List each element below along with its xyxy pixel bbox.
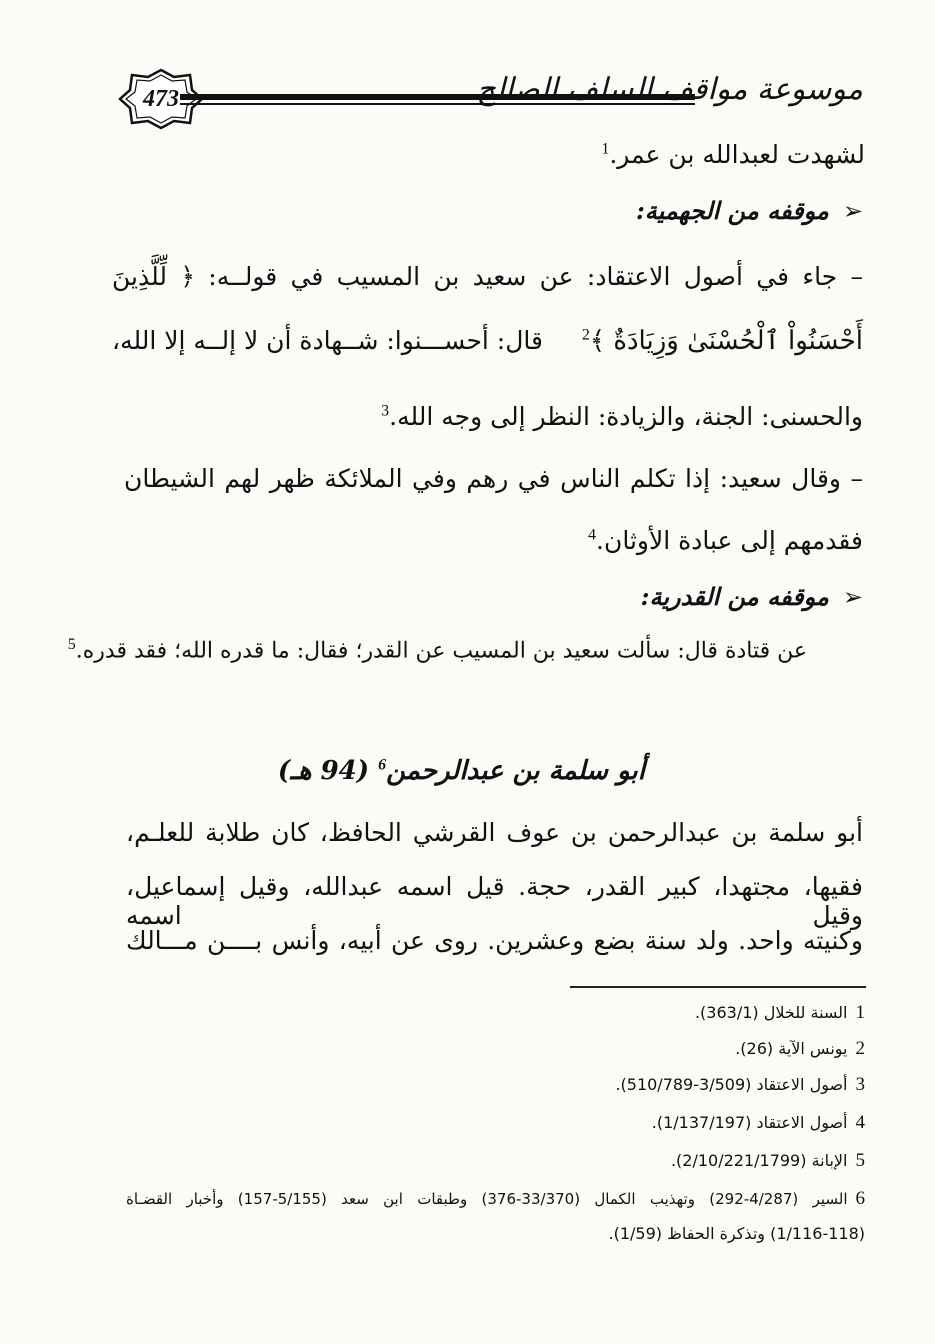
- text-line: [124, 464, 863, 493]
- heading-text: موقفه من الجهمية:: [635, 196, 829, 225]
- footnote-ref: 1: [601, 140, 610, 158]
- page-header: [118, 68, 863, 138]
- line-text: قال: أحســـنوا: شــهادة أن لا إلــه إلا الله،: [112, 326, 543, 355]
- line-text: فقدمهم إلى عبادة الأوثان.: [596, 526, 863, 555]
- footnote-text: يونس الآية (26).: [735, 1039, 848, 1058]
- footnote-number: 5: [855, 1150, 865, 1171]
- line-text: والحسنى: الجنة، والزيادة: النظر إلى وجه الله.: [389, 402, 863, 431]
- footnote-ref: 2: [581, 326, 590, 344]
- line-text: عن قتادة قال: سألت سعيد بن المسيب عن القدر؛ فقال: ما قدره الله؛ فقد قدره.: [75, 638, 807, 664]
- footnote-number: 1: [855, 1002, 865, 1023]
- footnote-separator: [570, 986, 866, 988]
- footnote-number: 2: [855, 1038, 865, 1059]
- footnote-text: السنة للخلال (363/1).: [694, 1003, 848, 1022]
- footnote: [126, 1188, 865, 1210]
- biography-title: [278, 756, 645, 786]
- footnote: [735, 1038, 865, 1060]
- arrow-icon: ➢: [842, 197, 863, 225]
- arrow-icon: ➢: [842, 583, 863, 611]
- heading-text: موقفه من القدرية:: [640, 582, 829, 611]
- line-text: وكنيته واحد. ولد سنة بضع وعشرين. روى عن أبيه، وأنس بــــن مـــالك: [126, 926, 863, 955]
- footnote-text: السير (4/287-292) وتهذيب الكمال (33/370-376) وطبقات ابن سعد (5/155-157) وأخبار القضـاة: [126, 1190, 848, 1208]
- line-text: فقيها، مجتهدا، كبير القدر، حجة. قيل اسمه عبدالله، وقيل إسماعيل، وقيل اسمه: [126, 872, 863, 930]
- footnote-ref: 3: [381, 402, 390, 420]
- footnote-number: 3: [855, 1074, 865, 1095]
- footnote-continuation: [609, 1224, 866, 1243]
- text-line: [381, 402, 863, 431]
- footnote-text: (1/116-118) وتذكرة الحفاظ (1/59).: [608, 1224, 865, 1243]
- text-line: [126, 926, 863, 955]
- text-line: [126, 818, 863, 847]
- footnote-number: 6: [855, 1188, 866, 1209]
- footnote-ref: 6: [378, 756, 387, 774]
- footnote: [671, 1150, 865, 1172]
- book-title: موسوعة مواقف السلف الصالح: [476, 72, 863, 107]
- line-text: – جاء في أصول الاعتقاد: عن سعيد بن المسيب في قولــه: ﴿ لِّلَّذِينَ: [112, 262, 863, 291]
- text-line: [126, 872, 863, 930]
- biography-year: (94 هـ): [277, 756, 370, 786]
- text-line: [112, 326, 863, 356]
- line-text: – وقال سعيد: إذا تكلم الناس في رهم وفي الملائكة ظهر لهم الشيطان: [124, 464, 863, 493]
- line-text: لشهدت لعبدالله بن عمر.: [609, 140, 865, 169]
- footnote-ref: 4: [588, 526, 597, 544]
- footnote-text: الإبانة (2/10/221/1799).: [670, 1151, 848, 1170]
- footnote: [652, 1112, 865, 1134]
- footnote-number: 4: [855, 1112, 865, 1133]
- biography-name: أبو سلمة بن عبدالرحمن: [386, 756, 645, 786]
- footnote-text: أصول الاعتقاد (1/137/197).: [651, 1113, 848, 1132]
- footnote-text: أصول الاعتقاد (3/509-510/789).: [615, 1075, 848, 1094]
- text-line: [112, 262, 863, 291]
- text-line: [588, 526, 863, 555]
- quran-verse: أَحْسَنُواْ ٱلْحُسْنَىٰ وَزِيَادَةٌ ﴾: [589, 326, 863, 356]
- text-line: [68, 636, 807, 663]
- text-line: [601, 140, 865, 169]
- footnote-ref: 5: [67, 636, 76, 653]
- footnote: [695, 1002, 865, 1024]
- footnote: [615, 1074, 865, 1096]
- line-text: أبو سلمة بن عبدالرحمن بن عوف القرشي الحافظ، كان طلابة للعلـم،: [126, 818, 863, 847]
- page-number: 473: [143, 86, 179, 112]
- section-heading: [641, 582, 863, 611]
- section-heading: [636, 196, 863, 225]
